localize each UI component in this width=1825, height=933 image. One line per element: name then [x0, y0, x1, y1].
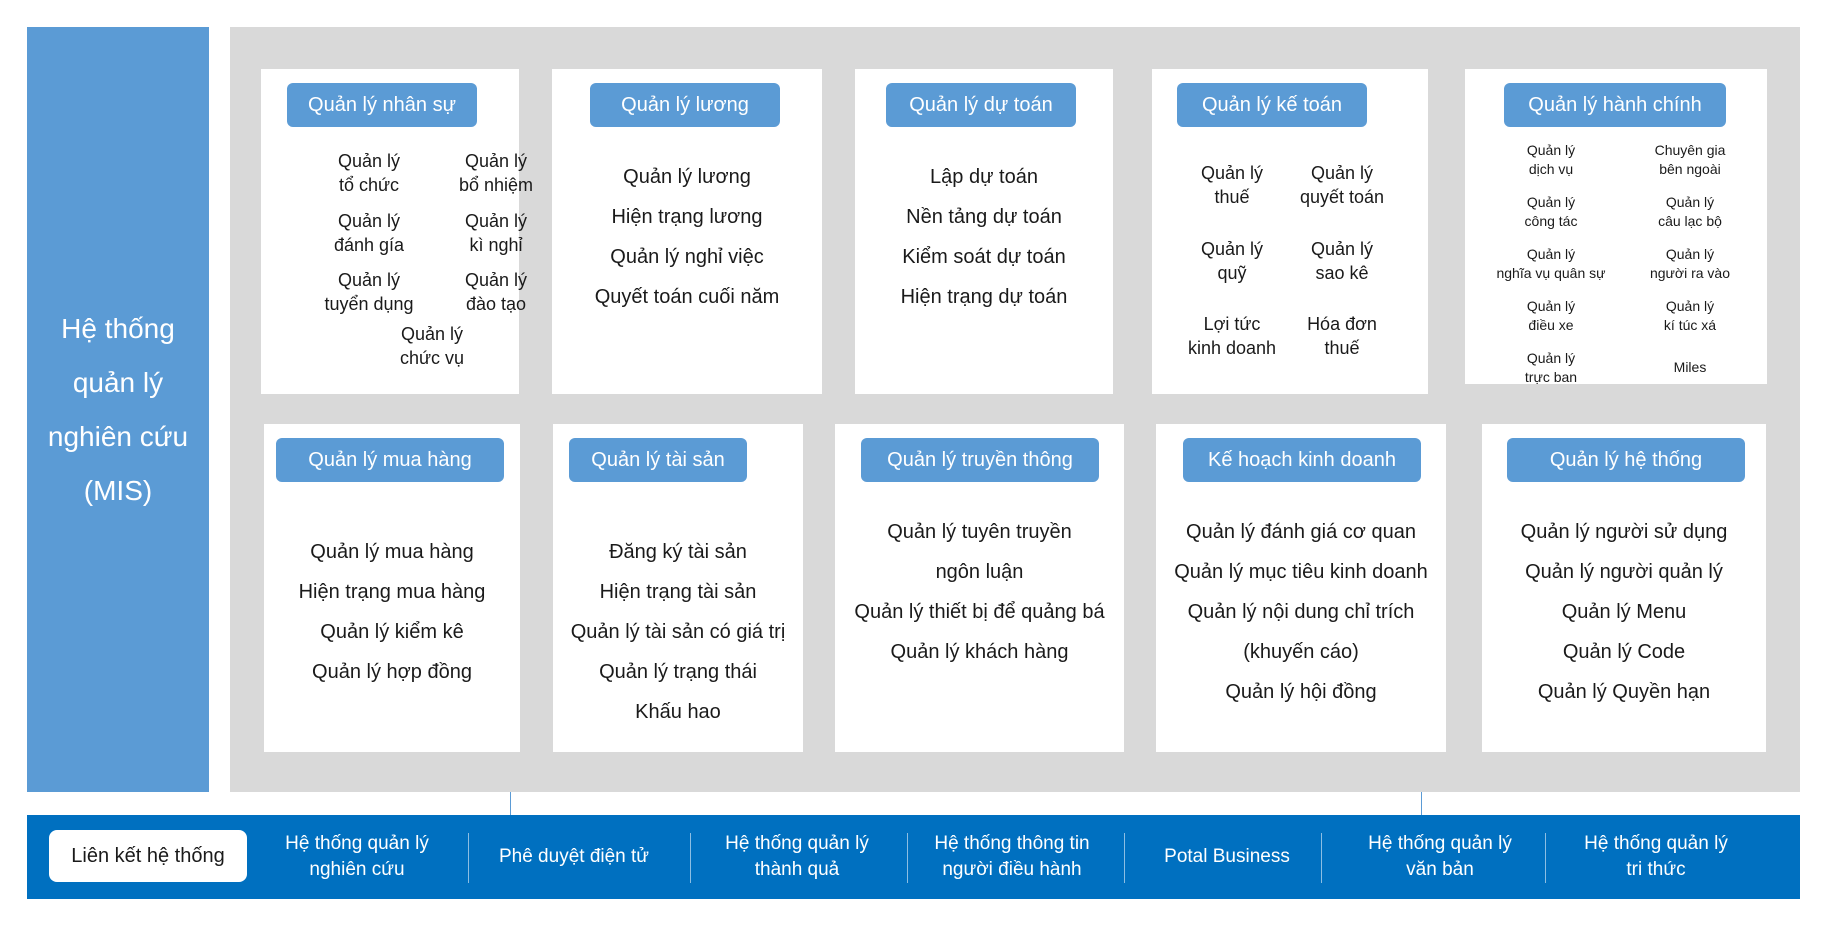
card-header-truyen-thong[interactable]: Quản lý truyền thông: [861, 438, 1099, 482]
module-item[interactable]: Hiện trạng dự toán: [900, 286, 1068, 308]
module-item[interactable]: Quản lý đào tạo: [464, 270, 528, 314]
module-item[interactable]: Quản lý kì nghỉ: [464, 211, 528, 255]
module-item[interactable]: Quản lý Menu: [1561, 601, 1687, 623]
module-item[interactable]: ngôn luận: [935, 561, 1024, 583]
card-luong: [552, 69, 822, 394]
module-item[interactable]: Quản lý bổ nhiệm: [458, 151, 534, 195]
card-nhan-su: [261, 69, 534, 394]
module-item[interactable]: Miles: [1673, 359, 1707, 375]
card-header-ke-toan[interactable]: Quản lý kế toán: [1177, 83, 1367, 127]
bar-item-performance[interactable]: Hệ thống quản lý thành quả: [725, 833, 869, 880]
module-item[interactable]: Quản lý đánh giá cơ quan: [1186, 521, 1416, 543]
module-item[interactable]: Quản lý câu lạc bộ: [1658, 194, 1722, 229]
connector-line: [510, 792, 511, 815]
module-item[interactable]: Hóa đơn thuế: [1307, 314, 1377, 358]
module-item[interactable]: Đăng ký tài sản: [609, 541, 747, 563]
card-tai-san: [553, 424, 803, 752]
module-item[interactable]: Quản lý tuyên truyền: [887, 521, 1072, 543]
module-item[interactable]: Quản lý kiểm kê: [320, 621, 464, 643]
module-item[interactable]: Quản lý kí túc xá: [1663, 298, 1717, 333]
card-hanh-chinh: [1465, 69, 1767, 384]
module-item[interactable]: Quản lý nội dung chỉ trích: [1187, 601, 1415, 623]
module-item[interactable]: Quản lý trạng thái: [599, 661, 757, 683]
module-item[interactable]: Quản lý tổ chức: [337, 151, 401, 195]
module-item[interactable]: Chuyên gia bên ngoài: [1654, 142, 1726, 177]
bar-separator: [1321, 833, 1322, 883]
bar-separator: [907, 833, 908, 883]
module-item[interactable]: Quản lý dịch vụ: [1526, 142, 1576, 177]
bar-separator: [1124, 833, 1125, 883]
modules-area: [230, 27, 1800, 792]
module-item[interactable]: Quản lý lương: [623, 166, 751, 188]
card-du-toan: [855, 69, 1113, 394]
module-item[interactable]: Lập dự toán: [930, 166, 1038, 188]
card-mua-hang: [264, 424, 520, 752]
system-link-bar: [27, 815, 1800, 899]
bar-item-documents[interactable]: Hệ thống quản lý văn bản: [1368, 833, 1512, 880]
card-header-luong[interactable]: Quản lý lương: [590, 83, 780, 127]
card-header-ke-hoach[interactable]: Kế hoạch kinh doanh: [1183, 438, 1421, 482]
module-item[interactable]: Quản lý Code: [1562, 641, 1686, 663]
module-item[interactable]: Quản lý hợp đồng: [312, 661, 472, 683]
bar-separator: [1545, 833, 1546, 883]
module-item[interactable]: Quản lý chức vụ: [399, 324, 465, 368]
system-link-button[interactable]: Liên kết hệ thống: [49, 830, 247, 882]
module-item[interactable]: Quản lý đánh gía: [333, 211, 405, 255]
bar-item-executive-info[interactable]: Hệ thống thông tin người điều hành: [934, 833, 1090, 880]
card-he-thong: [1482, 424, 1766, 752]
module-item[interactable]: Quản lý khách hàng: [890, 641, 1069, 663]
system-title: Hệ thống quản lý nghiên cứu (MIS): [47, 312, 189, 506]
module-item[interactable]: Quyết toán cuối năm: [594, 286, 780, 308]
card-header-he-thong[interactable]: Quản lý hệ thống: [1507, 438, 1745, 482]
module-item[interactable]: Quản lý tuyển dụng: [324, 270, 414, 314]
card-ke-hoach: [1156, 424, 1446, 752]
module-item[interactable]: Hiện trạng lương: [611, 206, 763, 228]
module-item[interactable]: Quản lý nghỉ việc: [610, 246, 764, 268]
bar-item-e-approval[interactable]: Phê duyệt điện tử: [498, 846, 650, 867]
module-item[interactable]: Khấu hao: [635, 701, 721, 723]
module-item[interactable]: Quản lý quyết toán: [1299, 163, 1385, 207]
card-header-tai-san[interactable]: Quản lý tài sản: [569, 438, 747, 482]
module-item[interactable]: Quản lý sao kê: [1310, 239, 1374, 283]
module-item[interactable]: Quản lý điều xe: [1526, 298, 1576, 333]
module-item[interactable]: Quản lý trực ban: [1524, 350, 1578, 385]
card-header-hanh-chinh[interactable]: Quản lý hành chính: [1504, 83, 1726, 127]
module-item[interactable]: Hiện trạng tài sản: [599, 581, 757, 603]
card-header-nhan-su[interactable]: Quản lý nhân sự: [287, 83, 477, 127]
module-item[interactable]: Quản lý Quyền hạn: [1537, 681, 1711, 703]
bar-item-portal-business[interactable]: Potal Business: [1164, 846, 1290, 867]
module-item[interactable]: Quản lý công tác: [1524, 194, 1578, 229]
module-item[interactable]: Hiện trạng mua hàng: [298, 581, 486, 603]
module-item[interactable]: Quản lý thiết bị để quảng bá: [854, 601, 1105, 623]
module-item[interactable]: (khuyến cáo): [1243, 641, 1359, 663]
module-item[interactable]: Quản lý người ra vào: [1649, 246, 1731, 281]
card-truyen-thong: [835, 424, 1124, 752]
module-item[interactable]: Quản lý người sử dụng: [1520, 521, 1728, 543]
module-item[interactable]: Quản lý nghĩa vụ quân sự: [1496, 246, 1606, 281]
module-item[interactable]: Quản lý quỹ: [1200, 239, 1264, 283]
bar-separator: [690, 833, 691, 883]
module-item[interactable]: Quản lý mục tiêu kinh doanh: [1174, 561, 1428, 583]
module-item[interactable]: Quản lý người quản lý: [1525, 561, 1723, 583]
module-item[interactable]: Kiểm soát dự toán: [902, 246, 1066, 268]
module-item[interactable]: Quản lý thuế: [1200, 163, 1264, 207]
bar-item-knowledge[interactable]: Hệ thống quản lý tri thức: [1584, 833, 1728, 880]
card-ke-toan: [1152, 69, 1428, 394]
bar-separator: [468, 833, 469, 883]
module-item[interactable]: Quản lý hội đồng: [1225, 681, 1377, 703]
module-item[interactable]: Quản lý mua hàng: [310, 541, 474, 563]
card-header-du-toan[interactable]: Quản lý dự toán: [886, 83, 1076, 127]
bar-item-research[interactable]: Hệ thống quản lý nghiên cứu: [285, 833, 429, 880]
system-title-panel: [27, 27, 209, 792]
card-header-mua-hang[interactable]: Quản lý mua hàng: [276, 438, 504, 482]
module-item[interactable]: Quản lý tài sản có giá trị: [570, 621, 786, 643]
module-item[interactable]: Nền tảng dự toán: [906, 206, 1062, 228]
module-item[interactable]: Lợi tức kinh doanh: [1187, 314, 1277, 358]
connector-line: [1421, 792, 1422, 815]
